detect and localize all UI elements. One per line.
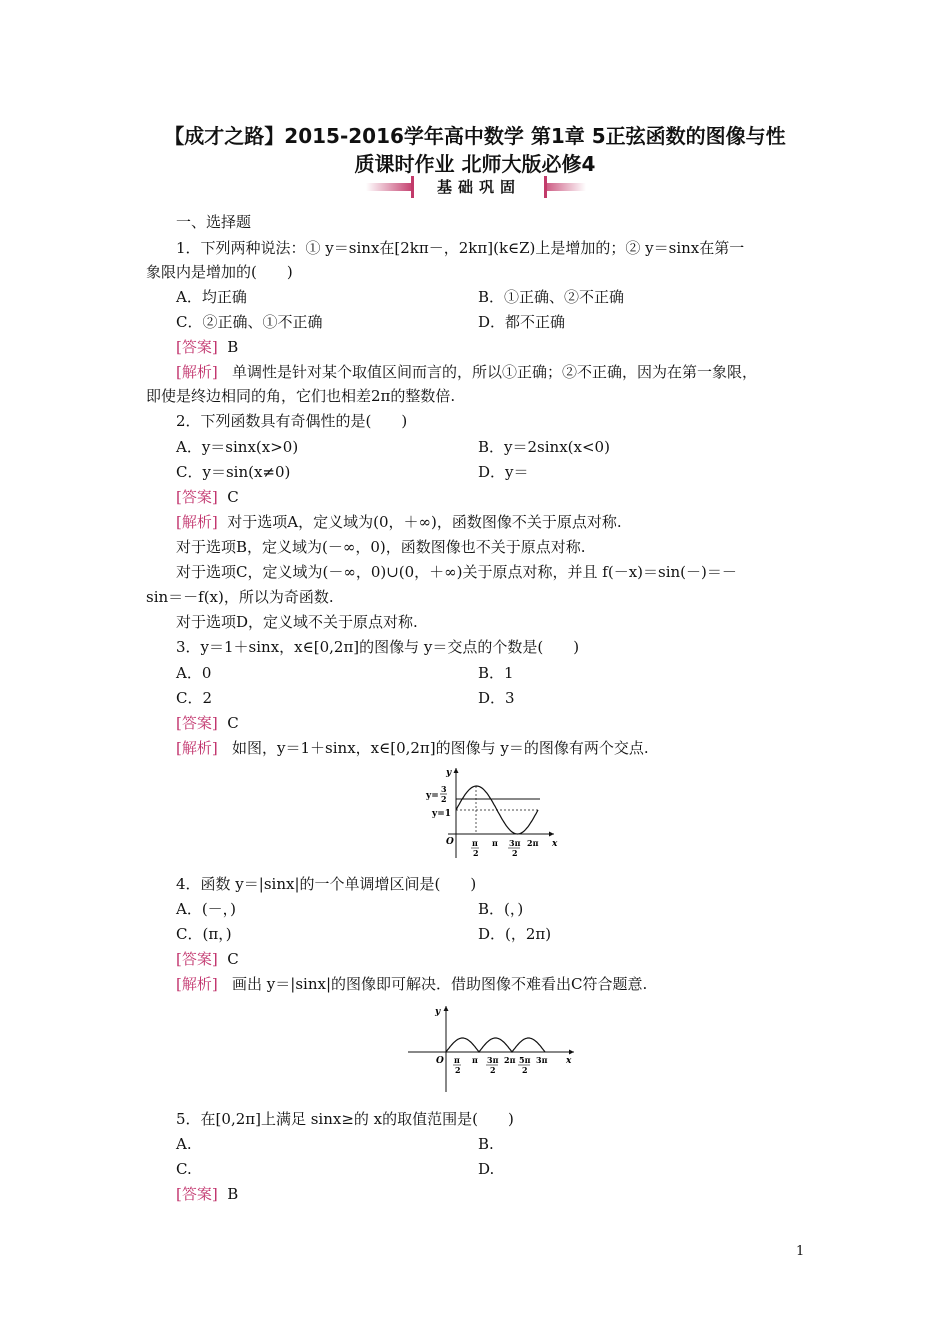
- y-axis-label: y: [446, 768, 452, 778]
- q5-option-d: D.: [478, 1160, 495, 1178]
- q2-analysis-line2: 对于选项B，定义域为(－∞，0)，函数图像也不关于原点对称.: [176, 538, 586, 556]
- q2-option-b: B．y＝2sinx(x<0): [478, 438, 610, 456]
- x-tick-1-den: 2: [473, 848, 479, 858]
- q1-option-d: D．都不正确: [478, 313, 566, 331]
- document-title-line2: 质课时作业 北师大版必修4: [354, 152, 596, 176]
- q1-analysis-line2: 即使是终边相同的角，它们也相差2π的整数倍.: [146, 387, 456, 405]
- x-axis-arrow: [549, 832, 554, 837]
- page-number: 1: [796, 1244, 805, 1259]
- q3-option-a: A．0: [176, 664, 212, 682]
- q2-analysis-line3: 对于选项C，定义域为(－∞，0)∪(0，＋∞)关于原点对称，并且 f(－x)＝sin(－)＝－: [176, 563, 737, 581]
- y-axis-arrow: [454, 768, 459, 773]
- analysis-tag: [解析]: [176, 363, 218, 381]
- analysis-text: 如图，y＝1＋sinx，x∈[0,2π]的图像与 y＝的图像有两个交点.: [232, 739, 649, 757]
- q2-option-c: C．y＝sin(x≠0): [176, 463, 291, 481]
- q4-analysis: [176, 974, 647, 994]
- x-tick-2: π: [492, 838, 498, 848]
- q5-answer: [176, 1184, 238, 1204]
- x-tick-5-den: 2: [522, 1065, 528, 1075]
- q5-option-a: A.: [176, 1135, 192, 1153]
- q3-option-c: C．2: [176, 689, 213, 707]
- x-tick-1-den: 2: [455, 1065, 461, 1075]
- section-banner: [366, 176, 586, 198]
- origin-label: O: [436, 1056, 444, 1066]
- x-tick-4: 2π: [527, 838, 539, 848]
- q3-answer: [176, 713, 239, 733]
- q4-answer: [176, 949, 239, 969]
- q4-option-d: D．(，2π): [478, 925, 552, 943]
- q3-option-d: D．3: [478, 689, 515, 707]
- q1-option-b: B．①正确、②不正确: [478, 288, 625, 306]
- x-axis-arrow: [569, 1050, 574, 1055]
- x-tick-5-num: 5π: [519, 1055, 531, 1065]
- origin-label: O: [446, 837, 454, 847]
- q3-option-b: B．1: [478, 664, 514, 682]
- banner-label: 基础巩固: [411, 176, 547, 198]
- x-axis-label: x: [566, 1056, 572, 1066]
- q1-option-a: A．均正确: [176, 288, 247, 306]
- answer-value: C: [227, 488, 239, 506]
- q2-option-a: A．y＝sinx(x>0): [176, 438, 299, 456]
- answer-tag: [答案]: [176, 338, 218, 356]
- analysis-tag: [解析]: [176, 739, 218, 757]
- answer-value: C: [227, 950, 239, 968]
- q3-stem: 3．y＝1＋sinx，x∈[0,2π]的图像与 y＝交点的个数是( ): [176, 638, 580, 656]
- analysis-text: 对于选项A，定义域为(0，＋∞)，函数图像不关于原点对称.: [227, 513, 622, 531]
- q1-answer: [176, 337, 238, 357]
- x-tick-2: π: [472, 1055, 478, 1065]
- y-three-halves-label: y=: [426, 791, 439, 801]
- analysis-text: 单调性是针对某个取值区间而言的，所以①正确；②不正确，因为在第一象限，: [232, 363, 758, 381]
- analysis-tag: [解析]: [176, 975, 218, 993]
- q4-abs-sine-figure: [406, 1000, 578, 1096]
- answer-value: C: [227, 714, 239, 732]
- x-tick-6: 3π: [536, 1055, 548, 1065]
- q4-option-b: B．(，): [478, 900, 524, 918]
- q3-analysis: [176, 738, 649, 758]
- analysis-tag: [解析]: [176, 513, 218, 531]
- x-tick-3-num: 3π: [509, 838, 521, 848]
- q2-analysis-line5: 对于选项D，定义域不关于原点对称.: [176, 613, 418, 631]
- q2-analysis-line1: [176, 512, 622, 532]
- answer-value: B: [227, 1185, 239, 1203]
- q4-stem: 4．函数 y＝|sinx|的一个单调增区间是( ): [176, 875, 477, 893]
- answer-value: B: [227, 338, 239, 356]
- q2-analysis-line4: sin＝－f(x)，所以为奇函数.: [146, 588, 334, 606]
- x-tick-1-num: π: [472, 838, 478, 848]
- q2-stem: 2．下列函数具有奇偶性的是( ): [176, 412, 408, 430]
- y-frac-num: 3: [441, 784, 447, 794]
- x-tick-1-num: π: [454, 1055, 460, 1065]
- section-heading: 一、选择题: [176, 213, 252, 231]
- q5-stem: 5．在[0,2π]上满足 sinx≥的 x的取值范围是( ): [176, 1110, 514, 1128]
- x-tick-4: 2π: [504, 1055, 516, 1065]
- answer-tag: [答案]: [176, 950, 218, 968]
- answer-tag: [答案]: [176, 488, 218, 506]
- q4-option-c: C．(π，): [176, 925, 232, 943]
- analysis-text: 画出 y＝|sinx|的图像即可解决．借助图像不难看出C符合题意.: [232, 975, 648, 993]
- y-frac-den: 2: [441, 794, 447, 804]
- q3-sine-figure: [418, 764, 558, 862]
- q5-option-b: B.: [478, 1135, 494, 1153]
- answer-tag: [答案]: [176, 714, 218, 732]
- y-axis-label: y: [435, 1007, 441, 1017]
- q2-option-d: D．y＝: [478, 463, 529, 481]
- x-tick-3-den: 2: [490, 1065, 496, 1075]
- answer-tag: [答案]: [176, 1185, 218, 1203]
- x-axis-label: x: [552, 839, 558, 849]
- q2-answer: [176, 487, 239, 507]
- q5-option-c: C.: [176, 1160, 192, 1178]
- document-title-line1: 【成才之路】2015-2016学年高中数学 第1章 5正弦函数的图像与性: [164, 124, 786, 148]
- q4-option-a: A．(－，): [176, 900, 237, 918]
- q1-stem-line2: 象限内是增加的( ): [146, 263, 293, 281]
- abs-sine-curve: [446, 1038, 545, 1052]
- q1-stem-line1: 1．下列两种说法：① y＝sinx在[2kπ－，2kπ](k∈Z)上是增加的；② y＝sinx在第一: [176, 239, 745, 257]
- x-tick-3-num: 3π: [487, 1055, 499, 1065]
- y-one-label: y=1: [432, 809, 452, 819]
- y-axis-arrow: [444, 1006, 449, 1011]
- x-tick-3-den: 2: [512, 848, 518, 858]
- q1-analysis-line1: [176, 362, 757, 382]
- q1-option-c: C．②正确、①不正确: [176, 313, 323, 331]
